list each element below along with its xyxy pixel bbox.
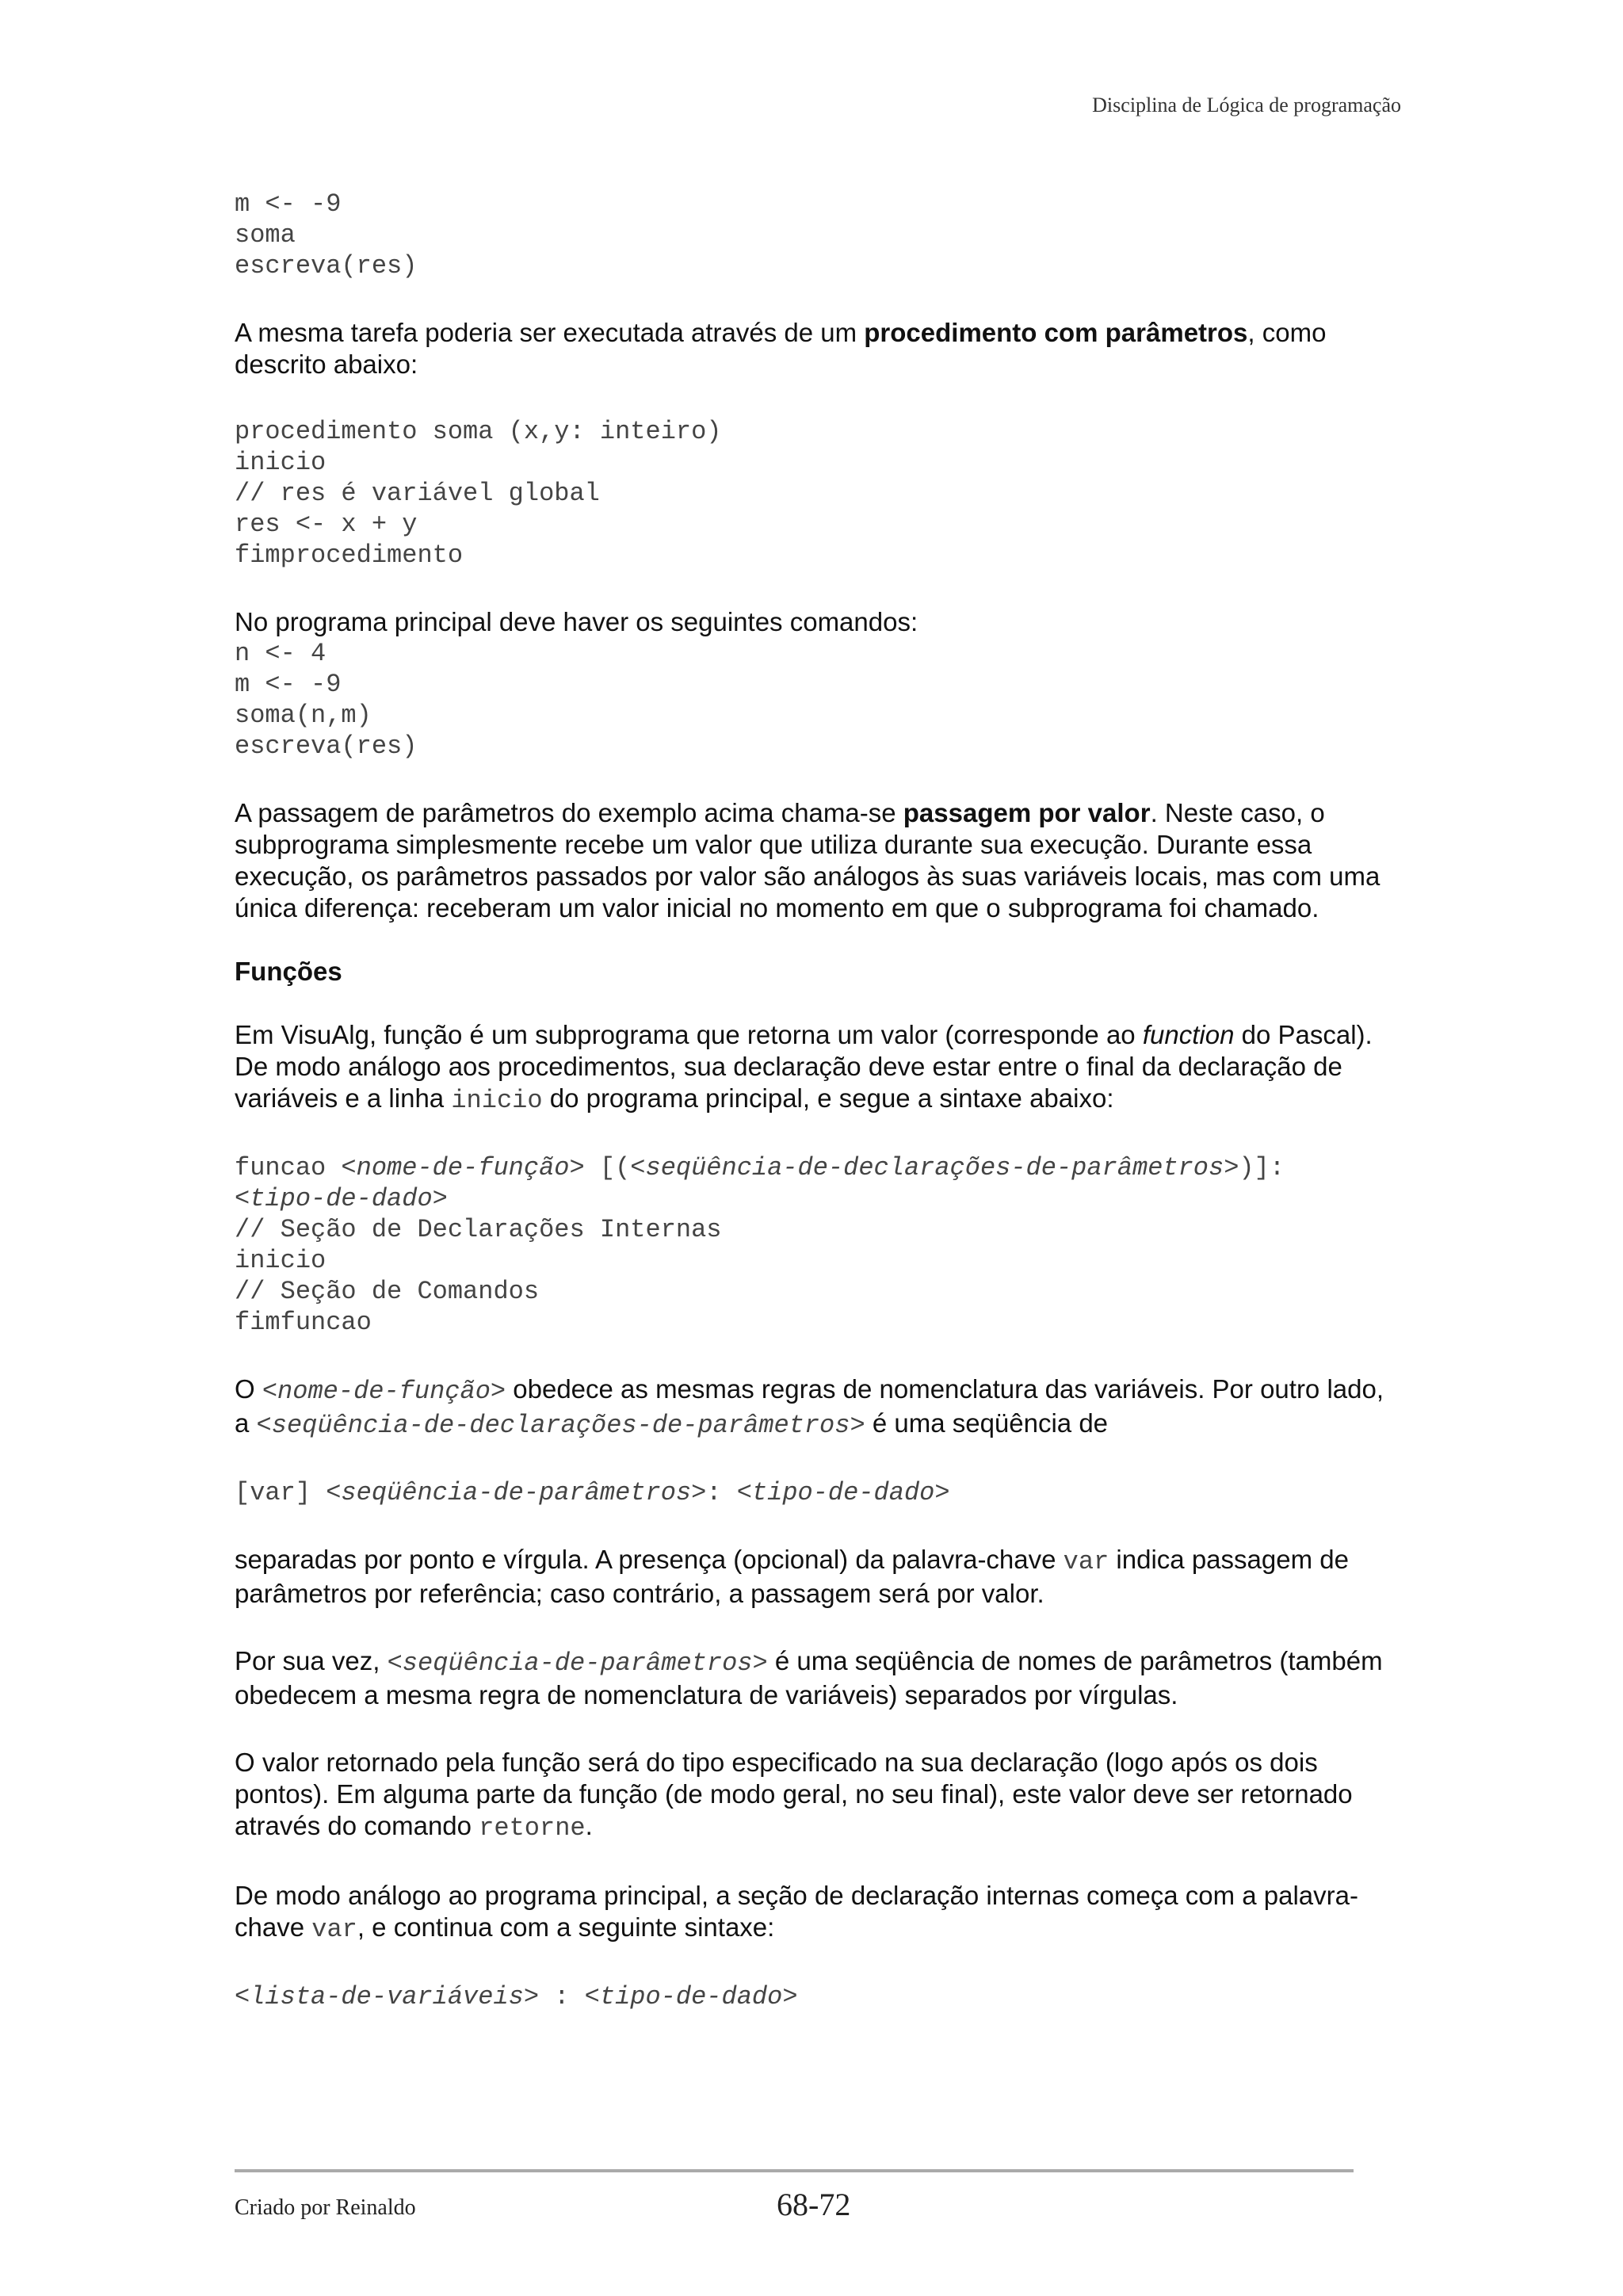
code-block-parameter-syntax: [var] <seqüência-de-parâmetros>: <tipo-de-dado> xyxy=(235,1478,950,1507)
page-header: Disciplina de Lógica de programação xyxy=(1092,94,1401,117)
text: indica passagem de parâmetros por referência; caso contrário, a passagem será por valor. xyxy=(235,1545,1349,1608)
paragraph-procedure-intro xyxy=(235,317,1392,380)
bold-text: procedimento com parâmetros xyxy=(864,318,1248,347)
text: Em VisuAlg, função é um subprograma que retorna um valor (corresponde ao xyxy=(235,1020,1143,1049)
code-line: fimfuncao xyxy=(235,1308,372,1337)
code-block-1 xyxy=(235,189,1392,281)
inline-code: inicio xyxy=(451,1086,543,1115)
inline-code: var xyxy=(311,1915,357,1944)
code-line: // Seção de Declarações Internas xyxy=(235,1215,722,1244)
footer-divider xyxy=(235,2169,1354,2172)
paragraph-pass-by-value xyxy=(235,797,1392,924)
paragraph-var-keyword xyxy=(235,1544,1392,1610)
paragraph-functions-intro xyxy=(235,1019,1392,1117)
italic-text: function xyxy=(1142,1020,1235,1049)
footer-author: Criado por Reinaldo xyxy=(235,2195,416,2220)
paragraph-return-value xyxy=(235,1747,1392,1844)
text: separadas por ponto e vírgula. A presença (opcional) da palavra-chave xyxy=(235,1545,1064,1574)
code-line: m <- -9 xyxy=(235,670,342,699)
code-block-main xyxy=(235,638,1392,762)
text: . Neste caso, o subprograma simplesmente recebe um valor que utiliza durante sua execução. Durante essa execução, os parâmetros passados por valor são análogos às suas variáveis locais, mas com uma única diferença: receberam um valor inicial no momento em que o subprograma foi chamado. xyxy=(235,798,1381,923)
code-line: fimprocedimento xyxy=(235,541,464,570)
code-line: // res é variável global xyxy=(235,479,600,508)
code-line: res <- x + y xyxy=(235,510,418,539)
text: , como descrito abaixo: xyxy=(235,318,1327,379)
text: O valor retornado pela função será do tipo especificado na sua declaração (logo após os dois pontos). Em alguma parte da função (de modo geral, no seu final), este valor deve ser retornado através do comando xyxy=(235,1748,1353,1840)
code-line: funcao <nome-de-função> [(<seqüência-de-declarações-de-parâmetros>)]: xyxy=(235,1153,1285,1182)
code-block-procedure xyxy=(235,416,1392,571)
code-line: m <- -9 xyxy=(235,189,342,219)
code-block-variable-list: <lista-de-variáveis> : <tipo-de-dado> xyxy=(235,1982,798,2011)
text: . xyxy=(585,1811,593,1840)
text: do programa principal, e segue a sintaxe abaixo: xyxy=(542,1083,1114,1113)
inline-code: <seqüência-de-parâmetros> xyxy=(387,1648,768,1678)
code-line: inicio xyxy=(235,1246,327,1275)
code-line: <tipo-de-dado> xyxy=(235,1184,448,1213)
code-line: escreva(res) xyxy=(235,732,418,761)
section-heading: Funções xyxy=(235,957,342,986)
code-line: soma xyxy=(235,220,296,250)
text: do Pascal). De modo análogo aos procedimentos, sua declaração deve estar entre o final da declaração de variáveis e a linha xyxy=(235,1020,1373,1113)
paragraph-parameter-sequence xyxy=(235,1645,1392,1711)
text: , e continua com a seguinte sintaxe: xyxy=(357,1912,775,1942)
text: Por sua vez, xyxy=(235,1646,388,1675)
text: é uma seqüência de nomes de parâmetros (também obedecem a mesma regra de nomenclatura de variáveis) separados por vírgulas. xyxy=(235,1646,1383,1710)
text: A mesma tarefa poderia ser executada através de um xyxy=(235,318,865,347)
code-line: n <- 4 xyxy=(235,639,327,668)
paragraph-internal-declarations xyxy=(235,1880,1392,1946)
code-line: escreva(res) xyxy=(235,251,418,281)
code-line: // Seção de Comandos xyxy=(235,1277,540,1306)
text: A passagem de parâmetros do exemplo acima chama-se xyxy=(235,798,903,827)
inline-code: <nome-de-função> xyxy=(262,1377,506,1406)
code-line: inicio xyxy=(235,448,327,477)
bold-text: passagem por valor xyxy=(903,798,1151,827)
paragraph-main-program: No programa principal deve haver os seguintes comandos: xyxy=(235,607,918,636)
text: De modo análogo ao programa principal, a seção de declaração internas começa com a palavra-chave xyxy=(235,1881,1358,1942)
code-line: soma(n,m) xyxy=(235,701,372,730)
text: O xyxy=(235,1374,262,1404)
text: obedece as mesmas regras de nomenclatura das variáveis. Por outro lado, a xyxy=(235,1374,1384,1438)
inline-code: var xyxy=(1063,1547,1109,1576)
code-block-function-syntax xyxy=(235,1152,1392,1338)
inline-code: <seqüência-de-declarações-de-parâmetros> xyxy=(256,1411,865,1440)
paragraph-function-name xyxy=(235,1373,1392,1442)
text: é uma seqüência de xyxy=(865,1408,1109,1438)
page-content xyxy=(235,189,1392,2012)
code-line: procedimento soma (x,y: inteiro) xyxy=(235,417,722,446)
inline-code: retorne xyxy=(479,1813,586,1843)
page-number: 68-72 xyxy=(777,2187,851,2222)
